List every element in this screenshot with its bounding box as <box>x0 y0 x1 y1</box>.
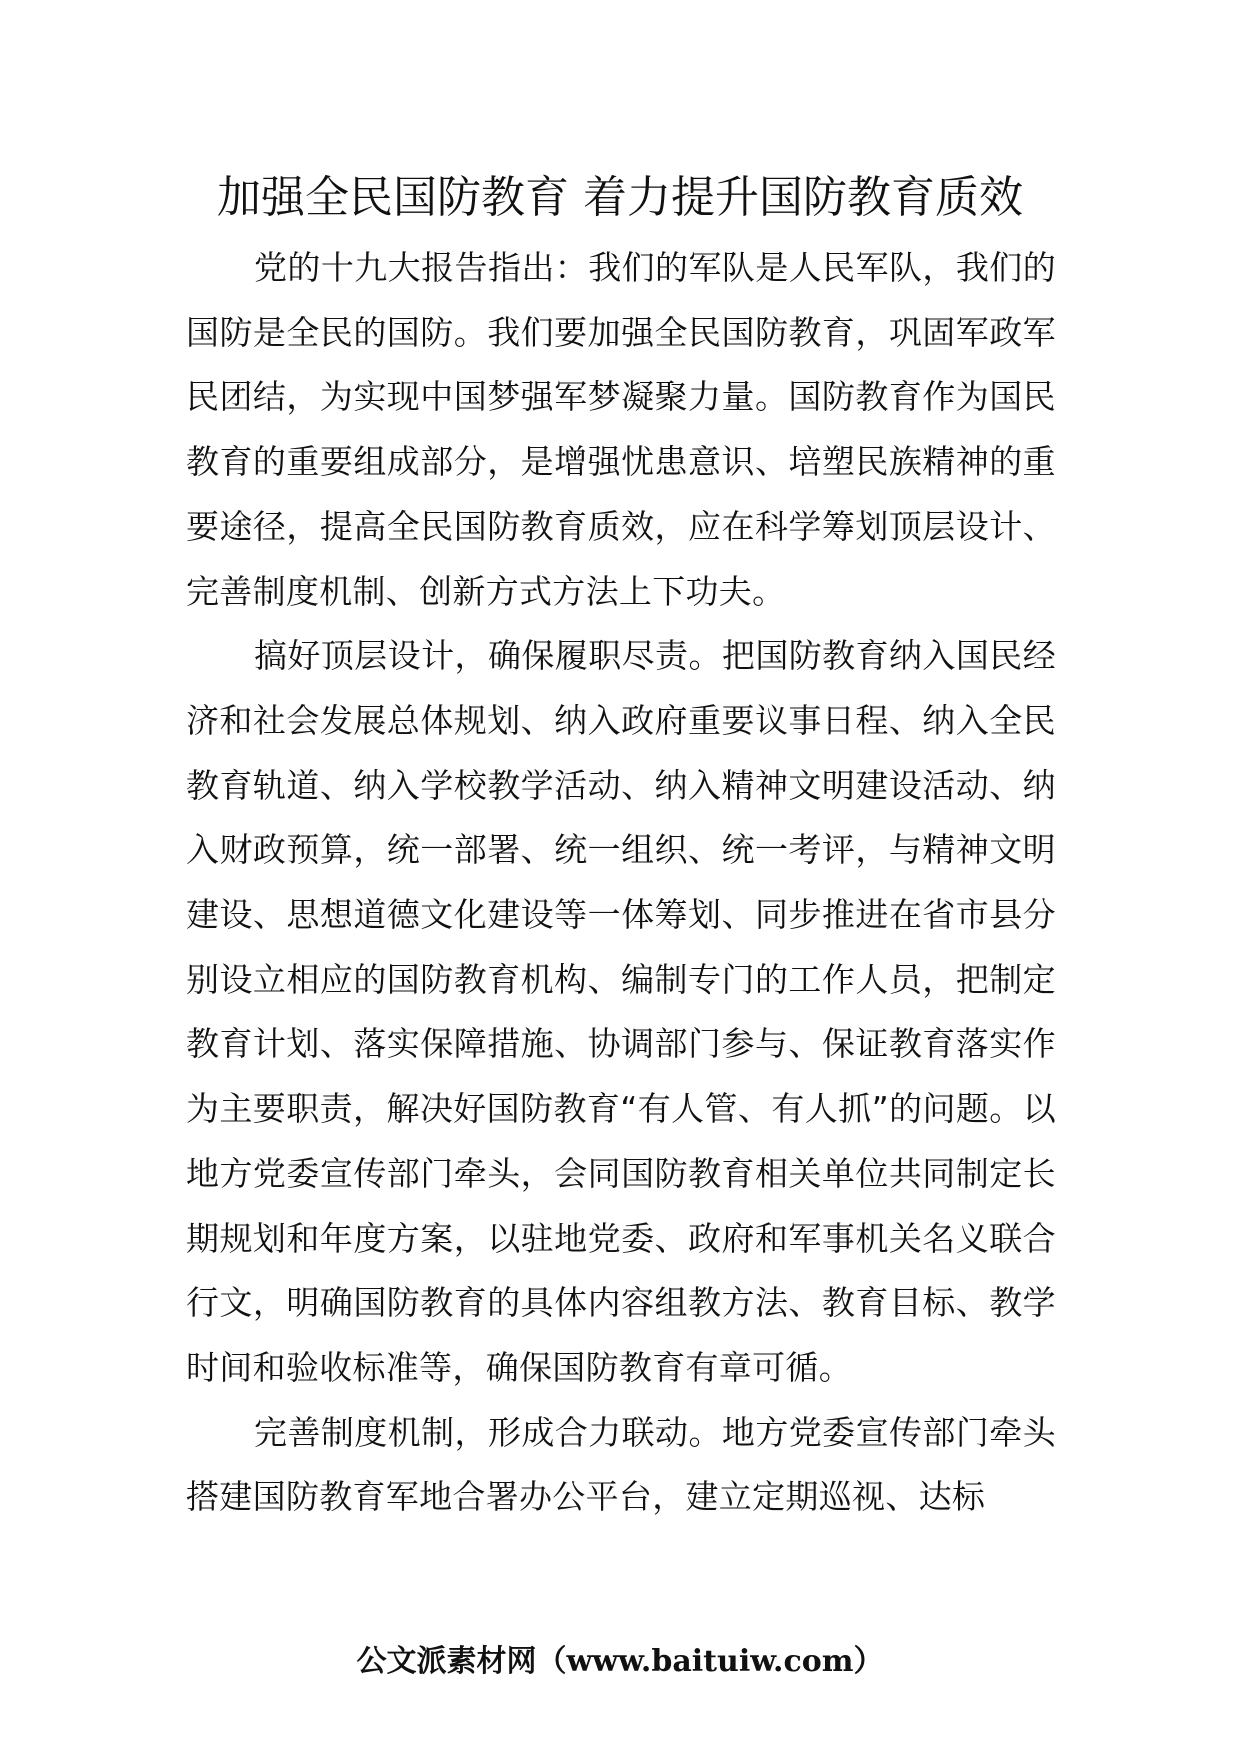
document-body <box>186 236 1056 1530</box>
paragraph-3: 完善制度机制，形成合力联动。地方党委宣传部门牵头搭建国防教育军地合署办公平台，建立定期巡视、达标 <box>186 1412 1056 1517</box>
paragraph-1: 党的十九大报告指出：我们的军队是人民军队，我们的国防是全民的国防。我们要加强全民国防教育，巩固军政军民团结，为实现中国梦强军梦凝聚力量。国防教育作为国民教育的重要组成部分，是增强忧患意识、培塑民族精神的重要途径，提高全民国防教育质效，应在科学筹划顶层设计、完善制度机制、创新方式方法上下功夫。 <box>186 248 1056 611</box>
document-title: 加强全民国防教育 着力提升国防教育质效 <box>217 172 1023 223</box>
paragraph-2: 搞好顶层设计，确保履职尽责。把国防教育纳入国民经济和社会发展总体规划、纳入政府重要议事日程、纳入全民教育轨道、纳入学校教学活动、纳入精神文明建设活动、纳入财政预算，统一部署、统一组织、统一考评，与精神文明建设、思想道德文化建设等一体筹划、同步推进在省市县分别设立相应的国防教育机构、编制专门的工作人员，把制定教育计划、落实保障措施、协调部门参与、保证教育落实作为主要职责，解决好国防教育“有人管、有人抓”的问题。以地方党委宣传部门牵头，会同国防教育相关单位共同制定长期规划和年度方案，以驻地党委、政府和军事机关名义联合行文，明确国防教育的具体内容组教方法、教育目标、教学时间和验收标准等，确保国防教育有章可循。 <box>186 636 1056 1387</box>
source-footer: 公文派素材网（www.baituiw.com） <box>356 1644 884 1679</box>
